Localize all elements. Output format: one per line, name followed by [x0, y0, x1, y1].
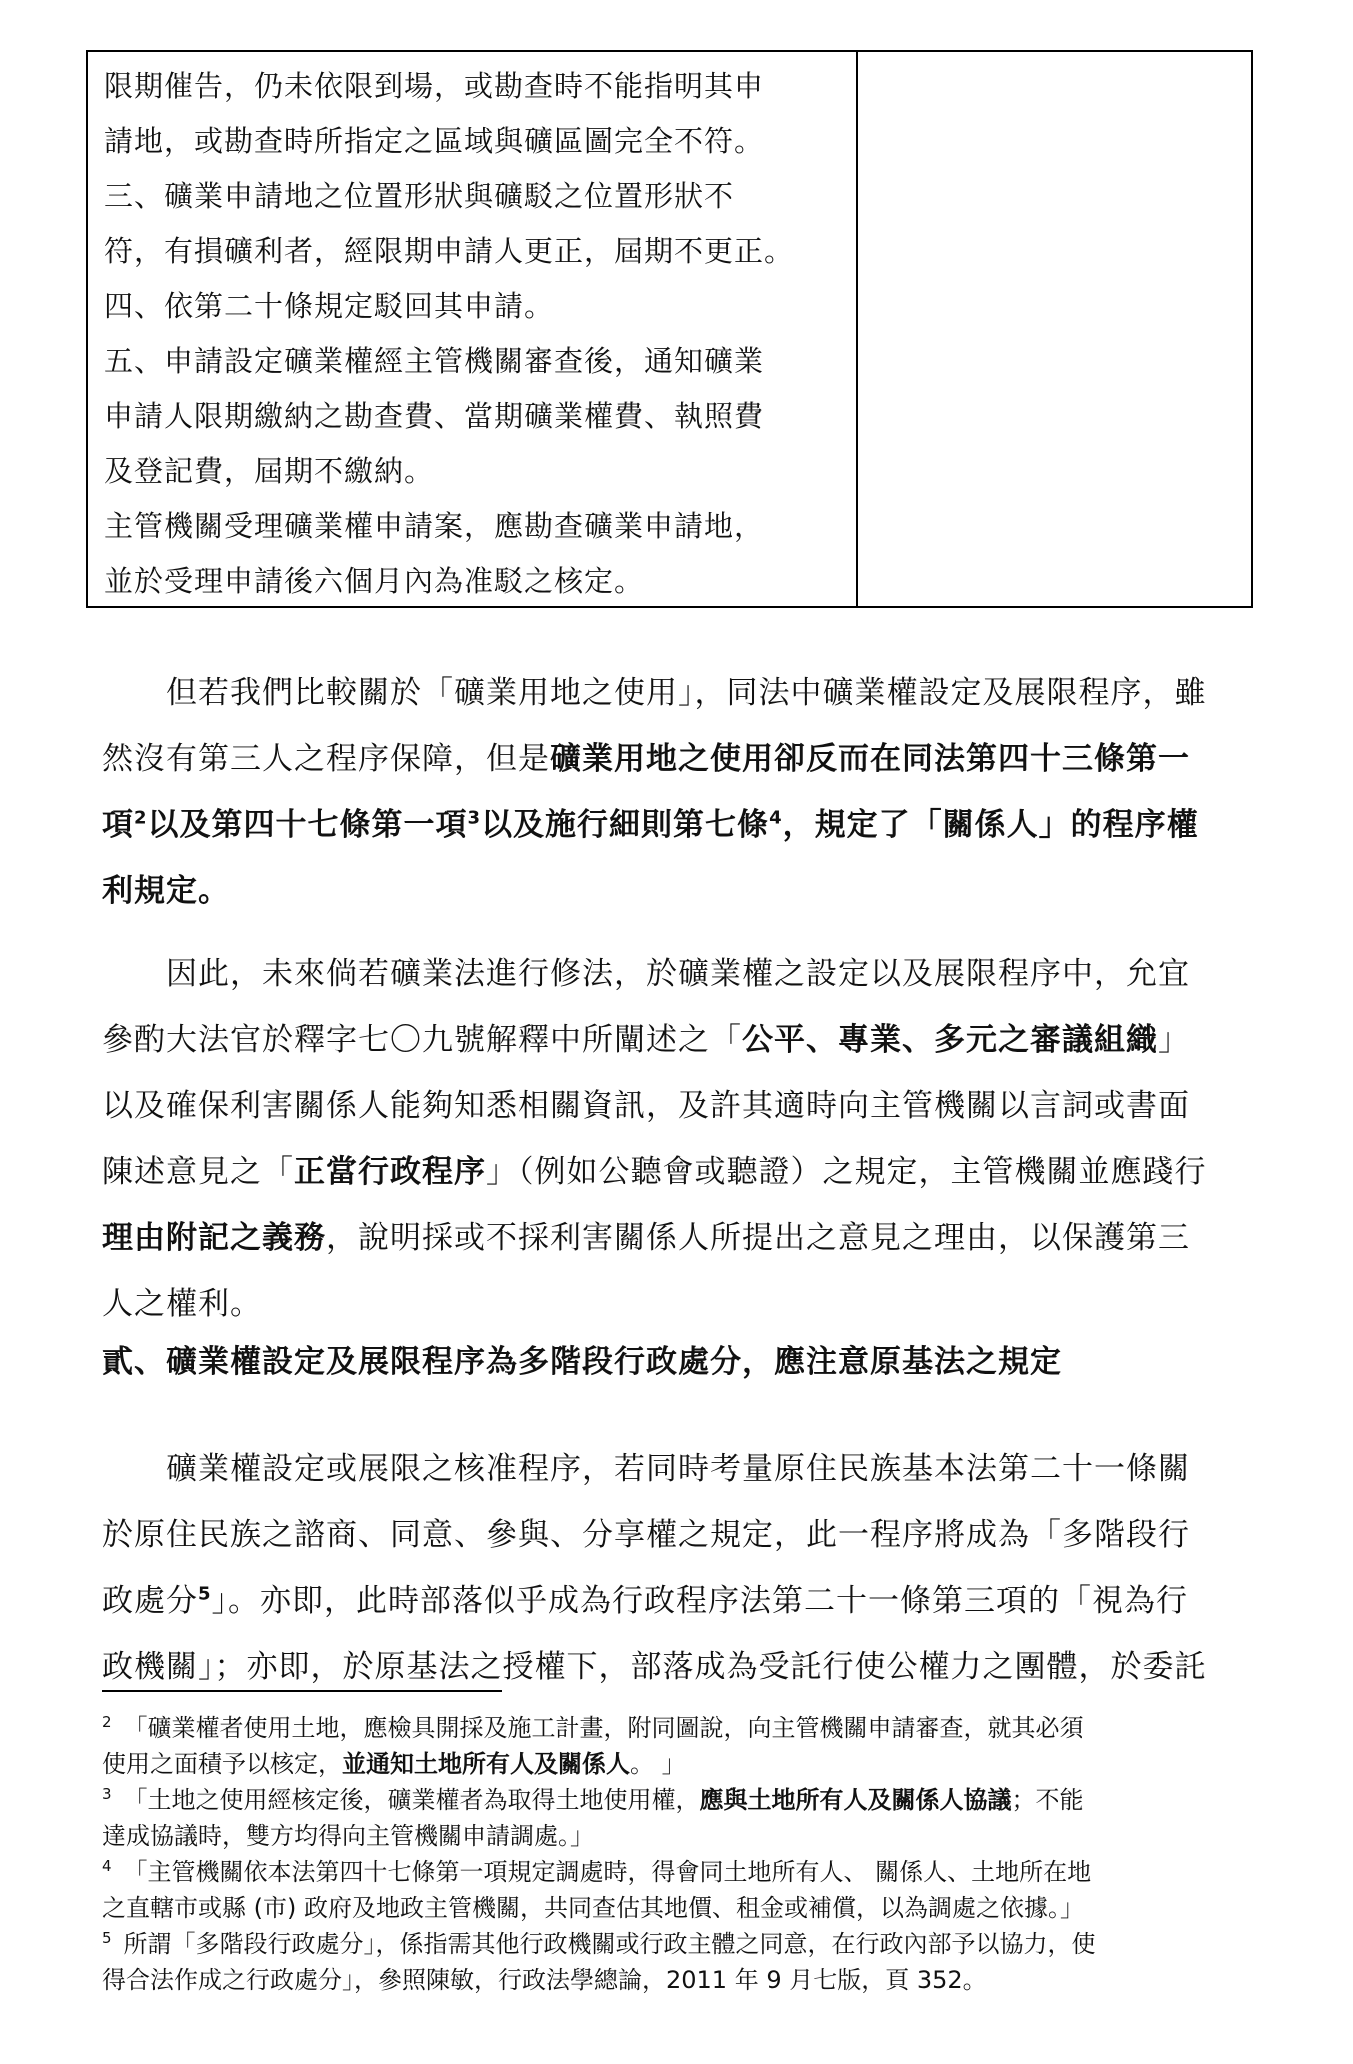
footnote-ref[interactable]: 5: [198, 1583, 212, 1605]
table-left-cell: [88, 52, 858, 606]
bold-text: 正當行政程序: [294, 1154, 486, 1190]
text-span: 」（例如公聽會或聽證）之規定，主管機關並應踐行: [486, 1154, 1207, 1190]
footnote-ref[interactable]: 4: [769, 807, 783, 829]
footnote-number: 3: [102, 1785, 112, 1803]
regulation-table: [86, 50, 1253, 608]
text-line: [102, 1007, 1252, 1073]
footnote-5: [102, 1926, 1262, 1998]
text-line: [102, 792, 1252, 858]
text-span: 陳述意見之「: [102, 1154, 294, 1190]
footnote-text: 使用之面積予以核定，: [102, 1750, 342, 1778]
text-span: 參酌大法官於釋字七〇九號解釋中所闡述之「: [102, 1022, 742, 1058]
text-line: [102, 1568, 1252, 1634]
footnote-number: 4: [102, 1857, 112, 1875]
paragraph-3: [102, 1436, 1252, 1700]
footnote-line: [102, 1710, 1262, 1746]
footnote-text: 「主管機關依本法第四十七條第一項規定調處時，得會同土地所有人、 關係人、土地所在地: [123, 1858, 1092, 1886]
footnote-line: 達成協議時，雙方均得向主管機關申請調處。」: [102, 1822, 594, 1850]
footnote-line: [102, 1746, 1262, 1782]
text-span: 然沒有第三人之程序保障，但是: [102, 741, 550, 777]
text-line: 於原住民族之諮商、同意、參與、分享權之規定，此一程序將成為「多階段行: [102, 1517, 1190, 1553]
footnote-line: [102, 1782, 1262, 1818]
footnote-number: 5: [102, 1929, 112, 1947]
table-right-cell: [858, 52, 1251, 606]
text-line: 礦業權設定或展限之核准程序，若同時考量原住民族基本法第二十一條關: [166, 1451, 1190, 1487]
bold-text: 以及第四十七條第一項: [147, 807, 468, 843]
paragraph-2: [102, 941, 1252, 1337]
text-span: 政處分: [102, 1583, 198, 1619]
bold-text: 公平、專業、多元之審議組織: [742, 1022, 1158, 1058]
text-line: 利規定。: [102, 873, 230, 909]
footnote-line: [102, 1854, 1262, 1890]
text-line: [102, 1139, 1252, 1205]
footnote-number: 2: [102, 1713, 112, 1731]
footnote-text: 「土地之使用經核定後，礦業權者為取得土地使用權，: [123, 1786, 700, 1814]
bold-text: 並通知土地所有人及關係人: [342, 1750, 630, 1778]
footnote-line: 之直轄市或縣 (市) 政府及地政主管機關，共同查估其地價、租金或補償，以為調處之依據。」: [102, 1894, 1084, 1922]
footnote-2: [102, 1710, 1262, 1782]
footnote-line: 得合法作成之行政處分」，參照陳敏，行政法學總論，2011 年 9 月七版，頁 352。: [102, 1966, 987, 1994]
footnote-text: 「礦業權者使用土地，應檢具開採及施工計畫，附同圖說，向主管機關申請審查，就其必須: [123, 1714, 1084, 1742]
text-line: 因此，未來倘若礦業法進行修法，於礦業權之設定以及展限程序中，允宜: [166, 956, 1190, 992]
text-line: 以及確保利害關係人能夠知悉相關資訊，及許其適時向主管機關以言詞或書面: [102, 1088, 1190, 1124]
table-line: 及登記費，屆期不繳納。: [104, 454, 435, 488]
bold-text: 以及施行細則第七條: [481, 807, 770, 843]
footnote-text: 所謂「多階段行政處分」，係指需其他行政機關或行政主體之同意，在行政內部予以協力，使: [123, 1930, 1096, 1958]
table-line: 三、礦業申請地之位置形狀與礦駁之位置形狀不: [104, 179, 735, 213]
text-line: [102, 726, 1252, 792]
table-line: 符，有損礦利者，經限期申請人更正，屆期不更正。: [104, 234, 795, 268]
table-line: 申請人限期繳納之勘查費、當期礦業權費、執照費: [104, 399, 765, 433]
bold-text: 項: [102, 807, 134, 843]
bold-text: 礦業用地之使用卻反而在同法第四十三條第一: [550, 741, 1190, 777]
footnote-4: [102, 1854, 1262, 1926]
footnote-ref[interactable]: 3: [467, 807, 482, 829]
table-line: 主管機關受理礦業權申請案，應勘查礦業申請地，: [104, 509, 765, 543]
text-line: 政機關」；亦即，於原基法之授權下，部落成為受託行使公權力之團體，於委託: [102, 1649, 1207, 1685]
footnote-ref[interactable]: 2: [134, 807, 148, 829]
table-line: 五、申請設定礦業權經主管機關審查後，通知礦業: [104, 344, 765, 378]
text-line: 人之權利。: [102, 1286, 262, 1322]
text-line: [102, 1205, 1252, 1271]
bold-text: 應與土地所有人及關係人協議: [699, 1786, 1012, 1814]
bold-text: 理由附記之義務: [102, 1220, 326, 1256]
section-heading: 貳、礦業權設定及展限程序為多階段行政處分，應注意原基法之規定: [102, 1344, 1062, 1380]
text-span: 」: [1158, 1022, 1190, 1058]
table-line: 請地，或勘查時所指定之區域與礦區圖完全不符。: [104, 124, 765, 158]
footnote-divider: [102, 1690, 502, 1692]
footnote-text: 。 」: [630, 1750, 686, 1778]
table-line: 四、依第二十條規定駁回其申請。: [104, 289, 555, 323]
footnote-line: [102, 1926, 1262, 1962]
text-span: ，說明採或不採利害關係人所提出之意見之理由，以保護第三: [326, 1220, 1190, 1256]
table-line: 並於受理申請後六個月內為准駁之核定。: [104, 564, 645, 598]
text-line: 但若我們比較關於「礦業用地之使用」，同法中礦業權設定及展限程序，雖: [166, 675, 1207, 711]
footnote-text: ；不能: [1011, 1786, 1084, 1814]
bold-text: ，規定了「關係人」的程序權: [782, 807, 1199, 843]
paragraph-1: [102, 660, 1252, 924]
footnote-3: [102, 1782, 1262, 1854]
text-span: 」。亦即，此時部落似乎成為行政程序法第二十一條第三項的「視為行: [211, 1583, 1189, 1619]
table-line: 限期催告，仍未依限到場，或勘查時不能指明其申: [104, 69, 765, 103]
